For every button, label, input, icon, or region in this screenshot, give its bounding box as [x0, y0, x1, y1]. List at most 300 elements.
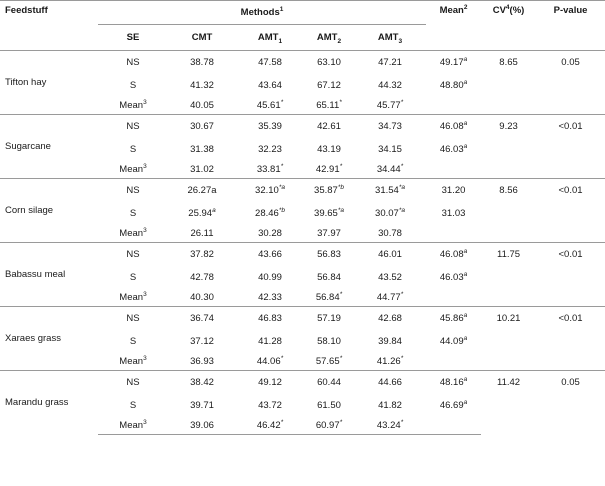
- methods-footnote-mark: 1: [279, 5, 284, 13]
- se-value: S: [129, 79, 137, 91]
- se-footnote-mark: 3: [143, 98, 147, 106]
- mean-cell: [426, 51, 481, 74]
- amt3-cell: [354, 289, 426, 307]
- se-cell: [98, 225, 168, 243]
- amt1-value: 43.66: [258, 248, 282, 260]
- methods-header-text: Methods: [240, 7, 280, 18]
- cmt-cell: [168, 74, 236, 97]
- mean-significance-mark: a: [463, 398, 468, 406]
- mean-value: 46.08: [439, 248, 464, 260]
- table-row: [0, 179, 605, 202]
- amt3-significance-mark: *: [400, 418, 404, 426]
- se-footnote-mark: 3: [143, 290, 147, 298]
- feedstuff-name: Sugarcane: [0, 115, 98, 179]
- amt3-value: 34.15: [378, 143, 402, 155]
- amt2-value: 61.50: [317, 399, 341, 411]
- amt1-cell: [236, 225, 304, 243]
- amt1-value: 46.42: [256, 419, 281, 431]
- amt1-significance-mark: *: [280, 354, 284, 362]
- cv-value: 11.42: [481, 371, 536, 435]
- amt3-significance-mark: *a: [398, 206, 405, 214]
- se-footnote-mark: 3: [143, 418, 147, 426]
- amt3-value: 30.78: [378, 227, 402, 239]
- mean-value: 48.80: [439, 79, 464, 91]
- amt1-cell: [236, 179, 304, 202]
- amt3-header: [354, 25, 426, 51]
- se-cell: [98, 353, 168, 371]
- amt2-value: 56.83: [317, 248, 341, 260]
- amt1-cell: [236, 394, 304, 417]
- mean-significance-mark: a: [463, 334, 468, 342]
- amt2-value: 42.91: [315, 163, 340, 175]
- feedstuff-name: Corn silage: [0, 179, 98, 243]
- amt2-cell: [304, 307, 354, 330]
- se-value: NS: [126, 184, 140, 196]
- pvalue-header-text: P-value: [553, 5, 588, 16]
- amt3-cell: [354, 97, 426, 115]
- amt2-significance-mark: *: [339, 98, 342, 106]
- feedstuff-name: Xaraes grass: [0, 307, 98, 371]
- amt1-cell: [236, 161, 304, 179]
- amt3-value: 44.66: [378, 376, 402, 388]
- cmt-value: 40.05: [190, 99, 214, 111]
- amt2-cell: [304, 289, 354, 307]
- amt1-cell: [236, 330, 304, 353]
- amt2-significance-mark: *: [339, 354, 343, 362]
- cmt-value: 41.32: [190, 79, 214, 91]
- amt2-header: [304, 25, 354, 51]
- mean-value: 46.03: [439, 143, 464, 155]
- feedstuff-header-text: Feedstuff: [5, 5, 48, 16]
- amt1-significance-mark: *a: [278, 183, 285, 191]
- cmt-cell: [168, 371, 236, 394]
- amt3-value: 34.44: [376, 163, 401, 175]
- amt2-significance-mark: *: [339, 290, 343, 298]
- feedstuff-name: Tifton hay: [5, 77, 47, 88]
- mean-cell: [426, 97, 481, 115]
- amt1-cell: [236, 97, 304, 115]
- se-cell: [98, 307, 168, 330]
- se-cell: [98, 115, 168, 138]
- cmt-cell: [168, 202, 236, 225]
- cmt-value: 38.78: [190, 56, 214, 68]
- se-cell: [98, 330, 168, 353]
- amt2-significance-mark: *a: [337, 206, 344, 214]
- se-footnote-mark: 3: [143, 162, 147, 170]
- amt1-value: 30.28: [258, 227, 282, 239]
- cmt-cell: [168, 179, 236, 202]
- amt2-cell: [304, 51, 354, 74]
- cmt-cell: [168, 51, 236, 74]
- cmt-value: 26.11: [190, 227, 214, 239]
- mean-cell: [426, 330, 481, 353]
- amt1-cell: [236, 266, 304, 289]
- amt3-value: 47.21: [378, 56, 402, 68]
- se-value: S: [129, 399, 137, 411]
- mean-significance-mark: a: [463, 119, 468, 127]
- mean-cell: [426, 115, 481, 138]
- se-value: Mean: [119, 99, 144, 111]
- cmt-cell: [168, 417, 236, 435]
- amt3-cell: [354, 51, 426, 74]
- amt3-cell: [354, 353, 426, 371]
- amt1-value: 42.33: [258, 291, 282, 303]
- amt3-subscript: 3: [398, 37, 403, 45]
- mean-significance-mark: a: [463, 311, 468, 319]
- pvalue-value: <0.01: [536, 243, 605, 307]
- mean-cell: [426, 225, 481, 243]
- cv-value: 10.21: [481, 307, 536, 371]
- se-value: NS: [126, 312, 140, 324]
- se-value: NS: [126, 248, 140, 260]
- amt1-value: 32.23: [258, 143, 282, 155]
- amt2-value: 56.84: [317, 271, 341, 283]
- se-cell: [98, 179, 168, 202]
- se-cell: [98, 243, 168, 266]
- amt1-value: 40.99: [258, 271, 282, 283]
- cmt-value: 37.82: [190, 248, 214, 260]
- amt3-cell: [354, 202, 426, 225]
- cmt-header: [168, 25, 236, 51]
- cv-footnote-mark: 4: [505, 3, 510, 11]
- amt2-value: 39.65: [314, 207, 338, 219]
- feedstuff-name: Babassu meal: [0, 243, 98, 307]
- amt3-cell: [354, 225, 426, 243]
- amt1-value: 46.83: [258, 312, 282, 324]
- se-value: Mean: [119, 163, 144, 175]
- se-cell: [98, 266, 168, 289]
- se-cell: [98, 371, 168, 394]
- amt1-header: [236, 25, 304, 51]
- se-footnote-mark: 3: [143, 354, 147, 362]
- amt1-cell: [236, 417, 304, 435]
- se-cell: [98, 417, 168, 435]
- amt3-significance-mark: *: [400, 290, 404, 298]
- table-row: [0, 371, 605, 394]
- cmt-value: 38.42: [190, 376, 214, 388]
- mean-significance-mark: a: [463, 55, 468, 63]
- se-value: Mean: [119, 227, 144, 239]
- cmt-cell: [168, 243, 236, 266]
- se-header-text: SE: [126, 32, 140, 43]
- amt1-value: 49.12: [258, 376, 282, 388]
- feedstuff-name: Marandu grass: [0, 371, 98, 435]
- feedstuff-header: [0, 1, 98, 51]
- amt3-cell: [354, 371, 426, 394]
- cmt-cell: [168, 330, 236, 353]
- amt2-value: 60.44: [317, 376, 341, 388]
- amt2-value: 65.11: [316, 99, 340, 111]
- mean-value: 46.03: [439, 271, 464, 283]
- cmt-cell: [168, 161, 236, 179]
- amt3-significance-mark: *a: [398, 183, 405, 191]
- mean-cell: [426, 243, 481, 266]
- amt2-value: 58.10: [317, 335, 341, 347]
- pvalue-value: <0.01: [536, 307, 605, 371]
- amt1-cell: [236, 74, 304, 97]
- amt3-value: 42.68: [378, 312, 402, 324]
- mean-significance-mark: a: [463, 78, 468, 86]
- amt2-value: 35.87: [314, 184, 338, 196]
- amt1-cell: [236, 51, 304, 74]
- cmt-value: 39.71: [190, 399, 214, 411]
- cmt-value: 37.12: [190, 335, 214, 347]
- amt3-cell: [354, 179, 426, 202]
- header-row-1: [0, 1, 605, 25]
- amt1-value: 44.06: [256, 355, 281, 367]
- amt1-cell: [236, 202, 304, 225]
- amt1-value: 35.39: [258, 120, 282, 132]
- cmt-cell: [168, 225, 236, 243]
- amt3-value: 43.24: [376, 419, 401, 431]
- amt1-header-text: AMT: [257, 32, 279, 43]
- se-cell: [98, 74, 168, 97]
- mean-value: 44.09: [439, 335, 464, 347]
- pvalue-value: 0.05: [536, 371, 605, 435]
- cv-header-text: CV: [492, 5, 506, 16]
- mean-value: 46.08: [439, 120, 464, 132]
- amt3-value: 45.77: [376, 99, 401, 111]
- se-value: S: [129, 207, 137, 219]
- amt1-value: 43.64: [258, 79, 282, 91]
- amt1-cell: [236, 307, 304, 330]
- amt1-significance-mark: *: [280, 162, 284, 170]
- cmt-cell: [168, 97, 236, 115]
- se-cell: [98, 161, 168, 179]
- cmt-value: 26.27a: [187, 184, 217, 196]
- cv-value: 8.56: [481, 179, 536, 243]
- amt3-cell: [354, 138, 426, 161]
- amt2-significance-mark: *: [339, 418, 343, 426]
- amt1-significance-mark: *: [280, 418, 284, 426]
- cv-value: 11.75: [481, 243, 536, 307]
- amt3-value: 34.73: [378, 120, 402, 132]
- mean-cell: [426, 202, 481, 225]
- amt2-value: 57.65: [315, 355, 340, 367]
- mean-value: 31.03: [441, 207, 466, 219]
- table-body: [0, 51, 605, 435]
- mean-cell: [426, 417, 481, 435]
- amt3-cell: [354, 266, 426, 289]
- mean-header-text: Mean: [439, 5, 464, 16]
- amt2-cell: [304, 97, 354, 115]
- mean-cell: [426, 353, 481, 371]
- pvalue-header: [536, 1, 605, 51]
- cmt-cell: [168, 353, 236, 371]
- amt3-cell: [354, 161, 426, 179]
- amt3-cell: [354, 417, 426, 435]
- se-cell: [98, 202, 168, 225]
- amt2-cell: [304, 202, 354, 225]
- amt3-cell: [354, 115, 426, 138]
- amt3-cell: [354, 394, 426, 417]
- mean-value: 46.69: [439, 399, 464, 411]
- cmt-cell: [168, 266, 236, 289]
- cmt-cell: [168, 115, 236, 138]
- se-value: NS: [126, 56, 140, 68]
- amt1-cell: [236, 353, 304, 371]
- amt1-cell: [236, 138, 304, 161]
- amt3-value: 39.84: [378, 335, 402, 347]
- cmt-value: 36.74: [190, 312, 214, 324]
- mean-cell: [426, 179, 481, 202]
- amt2-value: 43.19: [317, 143, 341, 155]
- amt1-cell: [236, 115, 304, 138]
- cmt-value: 31.02: [190, 163, 214, 175]
- amt3-significance-mark: *: [400, 98, 404, 106]
- cv-value: 8.65: [499, 57, 518, 68]
- amt1-value: 32.10: [255, 184, 279, 196]
- pvalue-value: <0.01: [536, 179, 605, 243]
- amt3-cell: [354, 307, 426, 330]
- amt2-cell: [304, 243, 354, 266]
- mean-cell: [426, 138, 481, 161]
- amt3-cell: [354, 330, 426, 353]
- se-cell: [98, 289, 168, 307]
- se-value: S: [129, 271, 137, 283]
- se-cell: [98, 97, 168, 115]
- table-row: [0, 51, 605, 74]
- se-value: Mean: [119, 419, 144, 431]
- mean-cell: [426, 161, 481, 179]
- amt3-significance-mark: *: [400, 354, 404, 362]
- cv-header-suffix: (%): [509, 5, 525, 16]
- amt3-value: 31.54: [375, 184, 399, 196]
- mean-cell: [426, 74, 481, 97]
- cmt-value: 25.94: [188, 207, 213, 219]
- amt2-value: 60.97: [315, 419, 340, 431]
- se-footnote-mark: 3: [143, 226, 147, 234]
- amt1-value: 41.28: [258, 335, 282, 347]
- amt1-value: 33.81: [256, 163, 281, 175]
- pvalue-value: 0.05: [561, 57, 580, 68]
- se-cell: [98, 138, 168, 161]
- amt1-significance-mark: *b: [278, 206, 285, 214]
- amt2-value: 67.12: [317, 79, 341, 91]
- amt3-value: 43.52: [378, 271, 402, 283]
- amt2-cell: [304, 266, 354, 289]
- cv-value: 9.23: [481, 115, 536, 179]
- cmt-significance-mark: a: [212, 206, 216, 214]
- amt2-cell: [304, 394, 354, 417]
- mean-significance-mark: a: [463, 142, 468, 150]
- amt2-cell: [304, 115, 354, 138]
- cmt-cell: [168, 394, 236, 417]
- amt1-cell: [236, 371, 304, 394]
- cmt-cell: [168, 138, 236, 161]
- amt3-header-text: AMT: [377, 32, 399, 43]
- mean-cell: [426, 266, 481, 289]
- cmt-cell: [168, 307, 236, 330]
- amt2-cell: [304, 330, 354, 353]
- amt2-value: 63.10: [317, 56, 341, 68]
- amt1-value: 45.61: [256, 99, 281, 111]
- amt2-significance-mark: *b: [337, 183, 344, 191]
- mean-significance-mark: a: [463, 247, 468, 255]
- amt2-cell: [304, 353, 354, 371]
- amt2-cell: [304, 225, 354, 243]
- se-cell: [98, 394, 168, 417]
- cmt-cell: [168, 289, 236, 307]
- table-row: [0, 307, 605, 330]
- amt2-value: 42.61: [317, 120, 341, 132]
- se-value: Mean: [119, 355, 144, 367]
- amt2-cell: [304, 371, 354, 394]
- amt2-cell: [304, 179, 354, 202]
- table-row: [0, 115, 605, 138]
- mean-significance-mark: a: [463, 270, 468, 278]
- amt3-value: 30.07: [375, 207, 399, 219]
- amt2-value: 57.19: [317, 312, 341, 324]
- amt2-cell: [304, 138, 354, 161]
- mean-footnote-mark: 2: [463, 3, 468, 11]
- cmt-value: 42.78: [190, 271, 214, 283]
- amt1-cell: [236, 289, 304, 307]
- amt2-cell: [304, 161, 354, 179]
- amt1-value: 28.46: [255, 207, 279, 219]
- se-value: NS: [126, 376, 140, 388]
- amt2-value: 37.97: [317, 227, 341, 239]
- amt3-cell: [354, 243, 426, 266]
- mean-value: 45.86: [439, 312, 464, 324]
- mean-value: 31.20: [441, 184, 466, 196]
- amt3-cell: [354, 74, 426, 97]
- se-value: NS: [126, 120, 140, 132]
- amt1-cell: [236, 243, 304, 266]
- se-header: [98, 25, 168, 51]
- amt2-cell: [304, 74, 354, 97]
- cmt-value: 39.06: [190, 419, 214, 431]
- table-row: [0, 243, 605, 266]
- mean-cell: [426, 371, 481, 394]
- amt3-value: 41.82: [378, 399, 402, 411]
- se-value: S: [129, 143, 137, 155]
- cmt-header-text: CMT: [191, 32, 213, 43]
- cmt-value: 36.93: [190, 355, 214, 367]
- mean-significance-mark: a: [463, 375, 468, 383]
- amt2-cell: [304, 417, 354, 435]
- amt3-value: 41.26: [376, 355, 401, 367]
- mean-cell: [426, 307, 481, 330]
- amt3-value: 44.77: [376, 291, 401, 303]
- mean-value: 49.17: [439, 56, 464, 68]
- se-value: S: [129, 335, 137, 347]
- mean-header: [426, 1, 481, 51]
- cmt-value: 30.67: [190, 120, 214, 132]
- amt1-significance-mark: *: [280, 98, 284, 106]
- pvalue-value: <0.01: [536, 115, 605, 179]
- mean-value: 48.16: [439, 376, 464, 388]
- amt2-subscript: 2: [337, 37, 342, 45]
- amt1-subscript: 1: [278, 37, 283, 45]
- amt1-value: 47.58: [258, 56, 282, 68]
- cv-header: [481, 1, 536, 51]
- cmt-value: 31.38: [190, 143, 214, 155]
- methods-header: [98, 1, 426, 25]
- amt2-header-text: AMT: [316, 32, 338, 43]
- mean-cell: [426, 394, 481, 417]
- se-value: Mean: [119, 291, 144, 303]
- mean-cell: [426, 289, 481, 307]
- amt2-value: 56.84: [315, 291, 340, 303]
- amt3-significance-mark: *: [400, 162, 404, 170]
- amt1-value: 43.72: [258, 399, 282, 411]
- cmt-value: 40.30: [190, 291, 214, 303]
- se-cell: [98, 51, 168, 74]
- amt2-significance-mark: *: [339, 162, 343, 170]
- amt3-value: 46.01: [378, 248, 402, 260]
- amt3-value: 44.32: [378, 79, 402, 91]
